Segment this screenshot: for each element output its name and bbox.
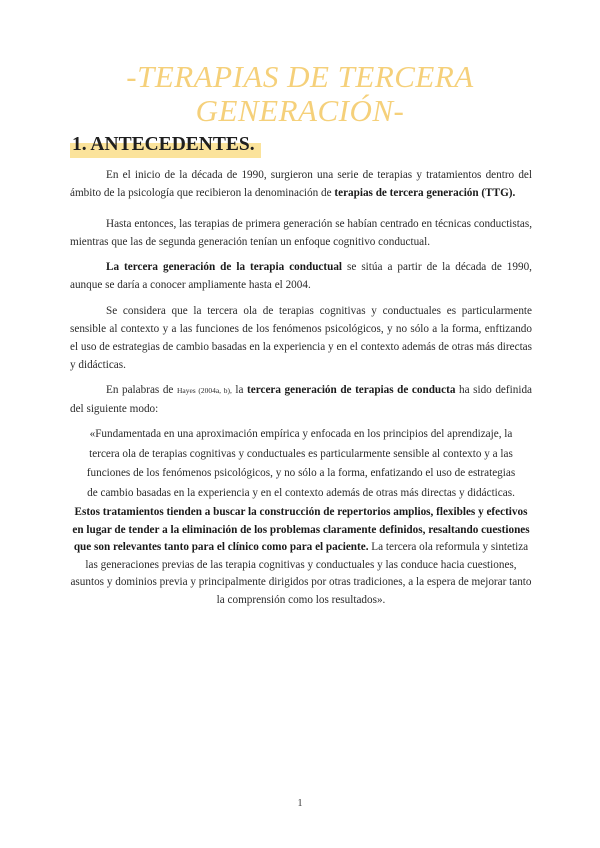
page-number: 1	[297, 798, 303, 809]
block-quote: «Fundamentada en una aproximación empírica y enfocada en los principios del aprendizaje, la tercera ola de terapias cognitivas y conductuales es particularmente sensible al contexto y a las funciones de los fenómenos psicológicos, y no sólo a la forma, enfatizando el uso de estrategias de cambio basadas en la experiencia y en el contexto además de otras más directas y didácticas.	[86, 428, 516, 499]
paragraph-2-text: Hasta entonces, las terapias de primera generación se habían centrado en técnicas conductistas, mientras que las de segunda generación tenían un enfoque cognitivo conductual.	[70, 218, 532, 248]
title-line-2: GENERACIÓN-	[195, 93, 405, 128]
closing-paragraph-bold: Estos tratamientos tienden a buscar la construcción de repertorios amplios, flexibles y efectivos en lugar de tender a la eliminación de los problemas claramente definidos, resaltando cuestiones que son relevantes tanto para el clínico como para el paciente.	[72, 506, 530, 553]
paragraph-1-bold: terapias de tercera generación (TTG).	[334, 187, 516, 199]
paragraph-2	[70, 215, 532, 251]
paragraph-1-text: En el inicio de la década de 1990, surgieron una serie de terapias y tratamientos dentro del ámbito de la psicología que recibieron la denominación de	[70, 169, 532, 199]
paragraph-1	[70, 166, 532, 202]
document-title	[60, 60, 540, 128]
paragraph-4-text: Se considera que la tercera ola de terapias cognitivas y conductuales es particularmente sensible al contexto y a las funciones de los fenómenos psicológicos, y no sólo a la forma, enftizando el uso de estrategias de cambio basadas en la experiencia y en el contexto además de otras más directas y didácticas.	[70, 305, 532, 371]
paragraph-3-text: se sitúa a partir de la década de 1990, aunque se daría a conocer ampliamente hasta el 2004.	[70, 261, 532, 291]
paragraph-4	[70, 302, 532, 374]
paragraph-5-text-b: la	[231, 384, 248, 396]
paragraph-3-bold: La tercera generación de la terapia conductual	[106, 261, 343, 273]
citation: Hayes (2004a, b),	[176, 386, 232, 395]
paragraph-5-text-a: En palabras de	[106, 384, 177, 396]
paragraph-5-text-c: ha sido definida del siguiente modo:	[70, 384, 532, 415]
paragraph-5	[70, 381, 532, 418]
title-line-1: -TERAPIAS DE TERCERA	[126, 59, 474, 94]
closing-paragraph-text: La tercera ola reformula y sintetiza las generaciones previas de las terapia cognitivas y conductuales y las conduce hacia cuestiones, asuntos y dominios previa y principalmente dirigidos por otras tradiciones, a la espera de mejorar tanto la comprensión como los resultados».	[70, 541, 532, 606]
paragraph-3	[70, 258, 532, 294]
section-heading: 1. ANTECEDENTES.	[70, 132, 261, 158]
closing-paragraph	[70, 504, 532, 609]
paragraph-5-bold: tercera generación de terapias de conducta	[247, 384, 456, 396]
